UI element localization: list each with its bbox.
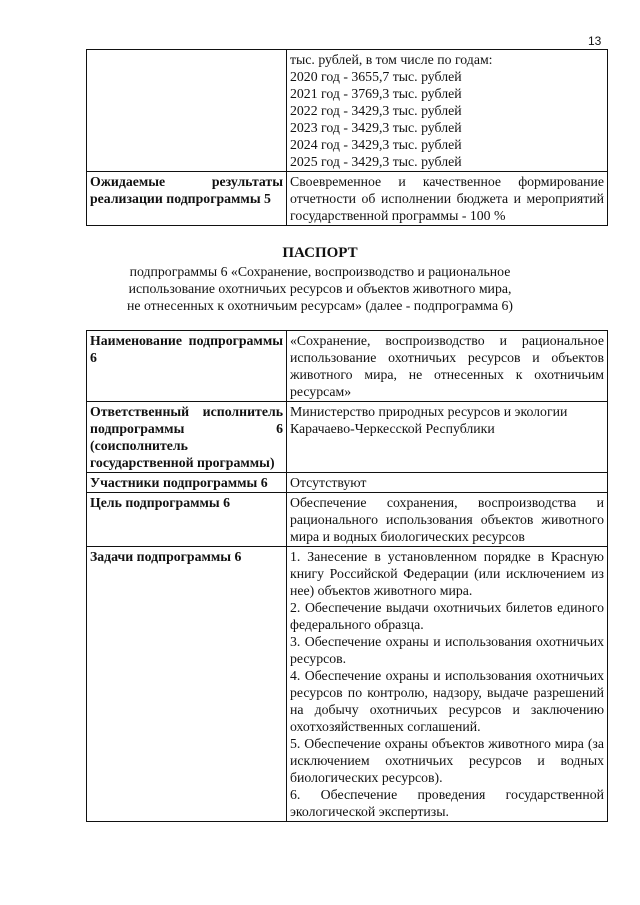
budget-line: тыс. рублей, в том числе по годам: bbox=[290, 52, 493, 67]
budget-line: 2024 год - 3429,3 тыс. рублей bbox=[290, 137, 462, 152]
task-item: 6. Обеспечение проведения государственной экологической экспертизы. bbox=[290, 787, 604, 819]
passport-subtitle-line: использование охотничьих ресурсов и объектов животного мира, bbox=[128, 281, 512, 296]
budget-results-table bbox=[86, 49, 608, 226]
table-row bbox=[87, 172, 608, 226]
results-value: Своевременное и качественное формирование отчетности об исполнении бюджета и мероприятий государственной программы - 100 % bbox=[287, 172, 608, 226]
row-value: Министерство природных ресурсов и экологии Карачаево-Черкесской Республики bbox=[287, 402, 608, 473]
budget-line: 2023 год - 3429,3 тыс. рублей bbox=[290, 120, 462, 135]
row-label: Цель подпрограммы 6 bbox=[87, 493, 287, 547]
table-row bbox=[87, 50, 608, 172]
row-label: Ответственный исполнитель подпрограммы 6 (соисполнитель государственной программы) bbox=[87, 402, 287, 473]
table-cell-empty bbox=[87, 50, 287, 172]
row-label: Задачи подпрограммы 6 bbox=[87, 547, 287, 822]
tasks-cell bbox=[287, 547, 608, 822]
passport-title: ПАСПОРТ bbox=[282, 245, 358, 261]
table-row bbox=[87, 547, 608, 822]
task-item: 1. Занесение в установленном порядке в Красную книгу Российской Федерации (или исключением из нее) объектов животного мира. bbox=[290, 549, 604, 598]
results-label: Ожидаемые результаты реализации подпрограммы 5 bbox=[87, 172, 287, 226]
budget-cell bbox=[287, 50, 608, 172]
row-value: Обеспечение сохранения, воспроизводства и рационального использования объектов животного мира и водных биологических ресурсов bbox=[287, 493, 608, 547]
row-value: Отсутствуют bbox=[287, 473, 608, 493]
table-row bbox=[87, 331, 608, 402]
passport-heading bbox=[0, 244, 640, 314]
passport-subtitle-line: подпрограммы 6 «Сохранение, воспроизводство и рациональное bbox=[129, 264, 511, 279]
budget-line: 2022 год - 3429,3 тыс. рублей bbox=[290, 103, 462, 118]
passport-subtitle-line: не отнесенных к охотничьим ресурсам» (далее - подпрограмма 6) bbox=[126, 298, 514, 313]
budget-line: 2020 год - 3655,7 тыс. рублей bbox=[290, 69, 462, 84]
budget-line: 2021 год - 3769,3 тыс. рублей bbox=[290, 86, 462, 101]
row-label: Участники подпрограммы 6 bbox=[87, 473, 287, 493]
table-row bbox=[87, 473, 608, 493]
table-row bbox=[87, 402, 608, 473]
task-item: 3. Обеспечение охраны и использования охотничьих ресурсов. bbox=[290, 634, 604, 666]
row-value: «Сохранение, воспроизводство и рациональное использование охотничьих ресурсов и объектов животного мира, не отнесенных к охотничьим ресурсам» bbox=[287, 331, 608, 402]
budget-line: 2025 год - 3429,3 тыс. рублей bbox=[290, 154, 462, 169]
task-item: 5. Обеспечение охраны объектов животного мира (за исключением охотничьих ресурсов и водных биологических ресурсов). bbox=[290, 736, 604, 785]
row-label: Наименование подпрограммы 6 bbox=[87, 331, 287, 402]
task-item: 4. Обеспечение охраны и использования охотничьих ресурсов по контролю, надзору, выдаче разрешений на добычу охотничьих ресурсов и заключению охотхозяйственных соглашений. bbox=[290, 668, 604, 734]
table-row bbox=[87, 493, 608, 547]
page-number: 13 bbox=[588, 34, 602, 48]
passport-table bbox=[86, 330, 608, 822]
task-item: 2. Обеспечение выдачи охотничьих билетов единого федерального образца. bbox=[290, 600, 604, 632]
